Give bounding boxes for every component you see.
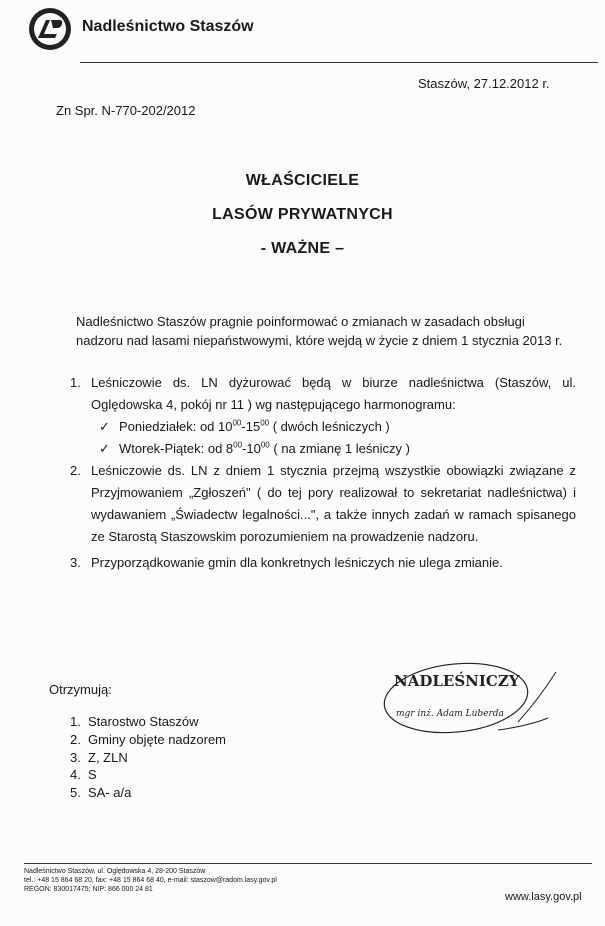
schedule-list (56, 416, 576, 460)
footer-contact (24, 867, 277, 894)
lasy-panstwowe-logo (27, 6, 73, 52)
recipient-item: 1. Starostwo Staszów (70, 714, 199, 729)
organization-name: Nadleśnictwo Staszów (82, 18, 254, 35)
recipients-list (70, 713, 226, 802)
schedule-item-tuesday-friday: ✓ Wtorek-Piątek: od $8^{00}-10^{00}$ ( na zmianę 1 leśniczy ) (91, 438, 576, 460)
stamp-signer: mgr inż. Adam Luberda (396, 709, 504, 719)
checkmark-icon: ✓ (99, 419, 110, 434)
point-number: 2. (70, 463, 81, 478)
point-number: 1. (70, 375, 81, 390)
intro-line-1: Nadleśnictwo Staszów pragnie poinformować o zmianach w zasadach obsługi (76, 314, 525, 329)
stamp-title: NADLEŚNICZY (394, 672, 520, 690)
checkmark-icon: ✓ (99, 441, 110, 456)
point-item-2 (56, 460, 576, 548)
document-date: Staszów, 27.12.2012 r. (418, 76, 550, 91)
title-line-1: WŁAŚCICIELE (245, 172, 360, 189)
recipient-item: 3. Z, ZLN (70, 749, 128, 765)
footer-divider (24, 863, 592, 864)
footer-ids: REGON: 830017475; NIP: 866 000 24 81 (24, 886, 153, 893)
point-number: 3. (70, 555, 81, 570)
points-list (56, 372, 576, 574)
title-line-3: - WAŻNE – (260, 240, 345, 257)
footer-contact-line: tel.: +48 15 864 68 20, fax: +48 15 864 68 40, e-mail: staszow@radom.lasy.gov.pl (24, 877, 277, 884)
signature-stamp (378, 660, 573, 734)
website-link[interactable]: www.lasy.gov.pl (505, 891, 582, 903)
reference-number: Zn Spr. N-770-202/2012 (56, 103, 196, 118)
schedule-item-monday: ✓ Poniedziałek: od $10^{00}-15^{00}$ ( dwóch leśniczych ) (91, 416, 576, 438)
point-item-1 (56, 372, 576, 416)
footer-address: Nadleśnictwo Staszów, ul. Oględowska 4, 28-200 Staszów (24, 868, 206, 875)
title-line-2: LASÓW PRYWATNYCH (212, 206, 393, 223)
point-text: Leśniczowie ds. LN z dniem 1 stycznia przejmą wszystkie obowiązki związane z Przyjmowaniem „Zgłoszeń" ( do tej pory realizował to sekretariat nadleśnictwa) i wydawaniem „Świadectw legalności...", a także innych zadań w ramach spisanego ze Starostą Staszowskim porozumieniem na prowadzenie nadzoru. (91, 463, 576, 544)
recipients-heading: Otrzymują: (49, 682, 112, 697)
point-text: Leśniczowie ds. LN dyżurować będą w biurze nadleśnictwa (Staszów, ul. Oględowska 4, pokój nr 11 ) wg następującego harmonogramu: (91, 375, 576, 412)
point-item-3 (56, 552, 576, 574)
recipient-item: 5. SA- a/a (70, 785, 132, 801)
recipient-item: 2. Gminy objęte nadzorem (70, 731, 227, 747)
recipient-item: 4. S (70, 767, 97, 783)
point-text: Przyporządkowanie gmin dla konkretnych leśniczych nie ulega zmianie. (91, 555, 503, 570)
header-divider (80, 62, 598, 63)
intro-line-2: nadzoru nad lasami niepaństwowymi, które wejdą w życie z dniem 1 stycznia 2013 r. (76, 333, 563, 348)
